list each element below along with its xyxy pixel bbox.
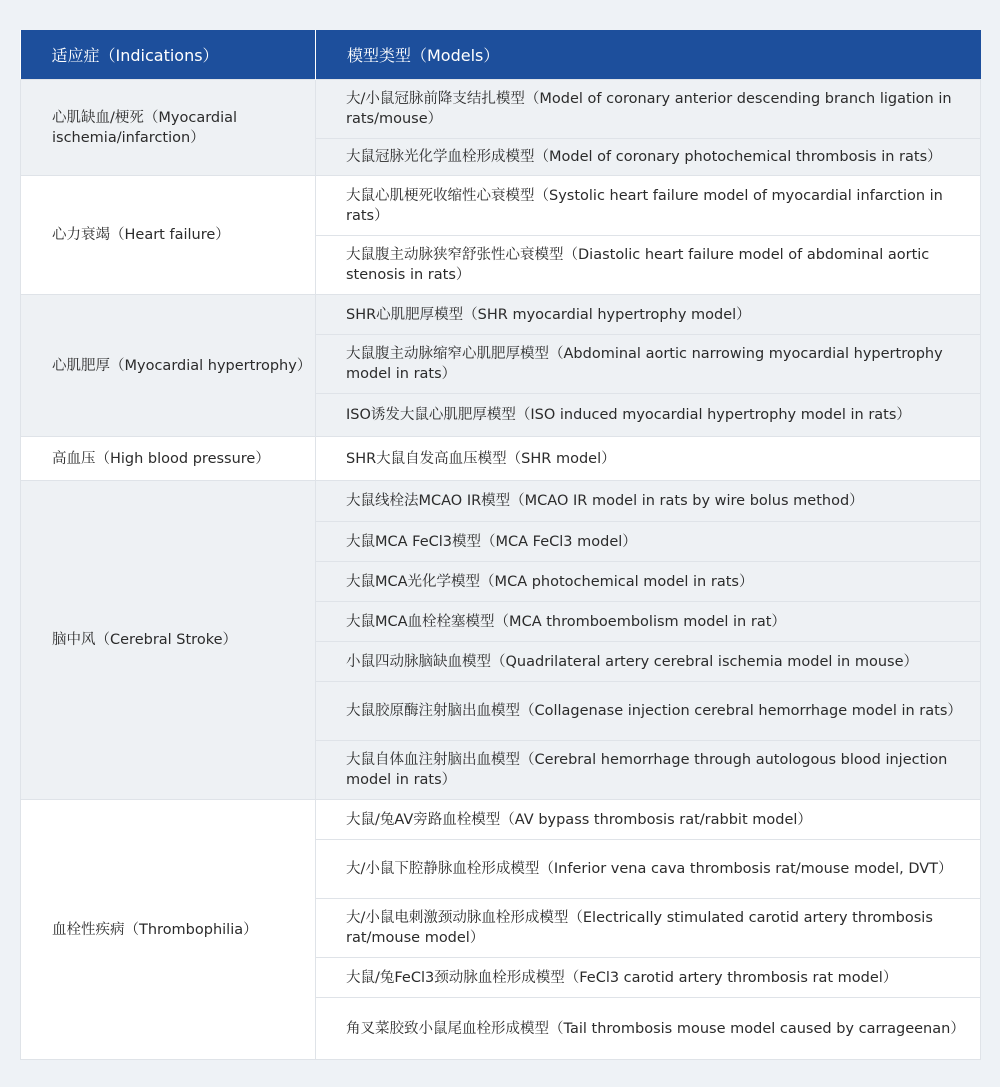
model-cell: 大鼠胶原酶注射脑出血模型（Collagenase injection cerebral hemorrhage model in rats） — [316, 682, 981, 741]
model-cell: 大鼠自体血注射脑出血模型（Cerebral hemorrhage through autologous blood injection model in rats） — [316, 741, 981, 800]
model-cell: SHR大鼠自发高血压模型（SHR model） — [316, 437, 981, 481]
model-cell: 角叉菜胶致小鼠尾血栓形成模型（Tail thrombosis mouse model caused by carrageenan） — [316, 998, 981, 1060]
model-cell: 大鼠MCA光化学模型（MCA photochemical model in rats） — [316, 562, 981, 602]
model-cell: 大鼠MCA血栓栓塞模型（MCA thromboembolism model in rat） — [316, 602, 981, 642]
header-models: 模型类型（Models） — [316, 30, 981, 80]
model-cell: ISO诱发大鼠心肌肥厚模型（ISO induced myocardial hypertrophy model in rats） — [316, 394, 981, 437]
indication-cell: 心力衰竭（Heart failure） — [21, 176, 316, 295]
models-table-container — [20, 30, 980, 1060]
table-row — [21, 481, 981, 522]
table-row — [21, 800, 981, 840]
model-cell: 大鼠腹主动脉缩窄心肌肥厚模型（Abdominal aortic narrowing myocardial hypertrophy model in rats） — [316, 335, 981, 394]
model-cell: 大鼠腹主动脉狭窄舒张性心衰模型（Diastolic heart failure model of abdominal aortic stenosis in rats） — [316, 236, 981, 295]
indication-cell: 脑中风（Cerebral Stroke） — [21, 481, 316, 800]
model-cell: 大鼠线栓法MCAO IR模型（MCAO IR model in rats by wire bolus method） — [316, 481, 981, 522]
model-cell: 小鼠四动脉脑缺血模型（Quadrilateral artery cerebral ischemia model in mouse） — [316, 642, 981, 682]
table-row — [21, 176, 981, 236]
table-row — [21, 437, 981, 481]
model-cell: 大鼠/兔AV旁路血栓模型（AV bypass thrombosis rat/rabbit model） — [316, 800, 981, 840]
table-row — [21, 80, 981, 139]
model-cell: 大/小鼠冠脉前降支结扎模型（Model of coronary anterior descending branch ligation in rats/mouse） — [316, 80, 981, 139]
table-header-row — [21, 30, 981, 80]
indication-cell: 血栓性疾病（Thrombophilia） — [21, 800, 316, 1060]
models-table — [20, 30, 981, 1060]
indication-cell: 心肌缺血/梗死（Myocardial ischemia/infarction） — [21, 80, 316, 176]
header-indications: 适应症（Indications） — [21, 30, 316, 80]
model-cell: 大/小鼠电刺激颈动脉血栓形成模型（Electrically stimulated carotid artery thrombosis rat/mouse model） — [316, 899, 981, 958]
model-cell: 大鼠心肌梗死收缩性心衰模型（Systolic heart failure model of myocardial infarction in rats） — [316, 176, 981, 236]
model-cell: 大鼠冠脉光化学血栓形成模型（Model of coronary photochemical thrombosis in rats） — [316, 139, 981, 176]
model-cell: 大鼠MCA FeCl3模型（MCA FeCl3 model） — [316, 522, 981, 562]
model-cell: 大鼠/兔FeCl3颈动脉血栓形成模型（FeCl3 carotid artery thrombosis rat model） — [316, 958, 981, 998]
indication-cell: 高血压（High blood pressure） — [21, 437, 316, 481]
table-row — [21, 295, 981, 335]
model-cell: 大/小鼠下腔静脉血栓形成模型（Inferior vena cava thrombosis rat/mouse model, DVT） — [316, 840, 981, 899]
model-cell: SHR心肌肥厚模型（SHR myocardial hypertrophy model） — [316, 295, 981, 335]
indication-cell: 心肌肥厚（Myocardial hypertrophy） — [21, 295, 316, 437]
